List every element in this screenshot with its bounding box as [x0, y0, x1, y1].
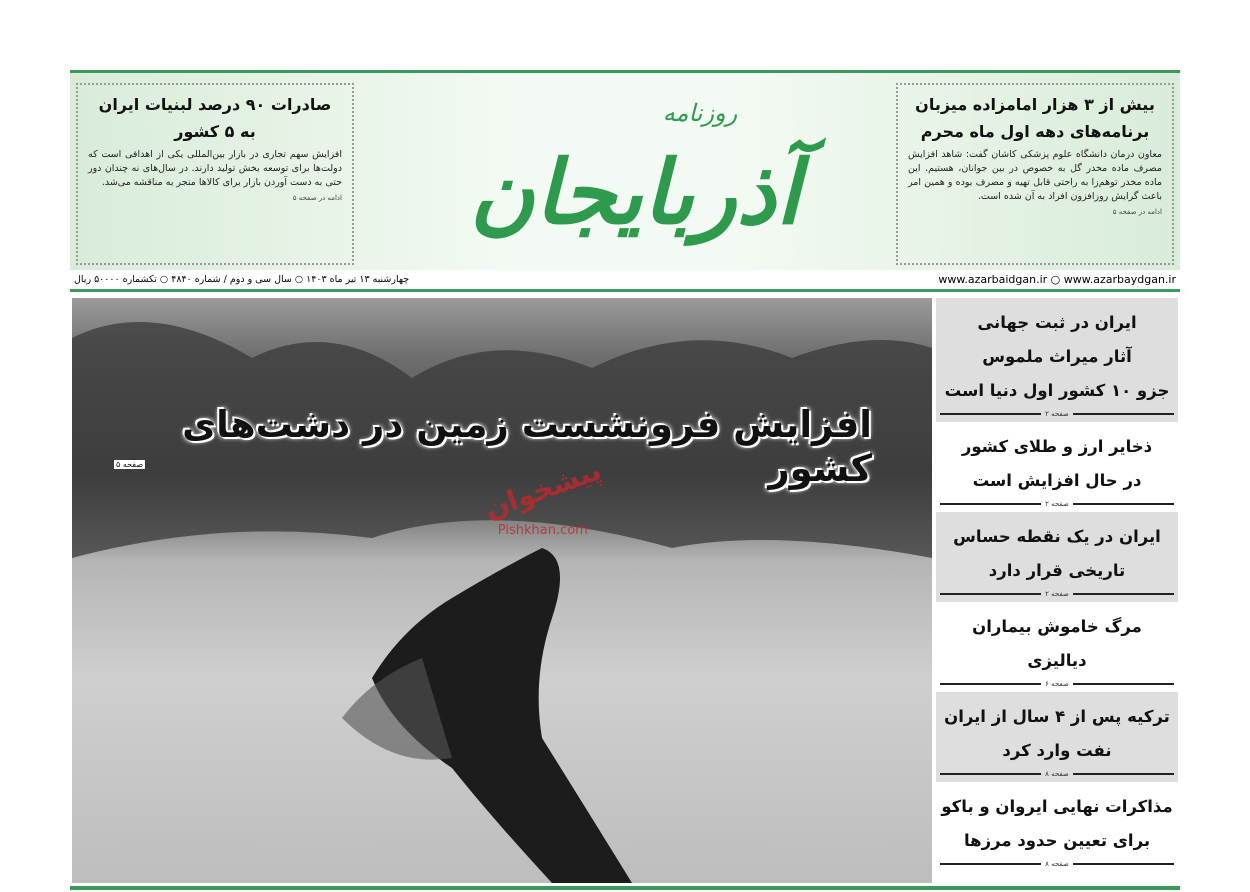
page-ref-divider [940, 678, 1174, 690]
story-headline-line: برای تعیین حدود مرزها [963, 831, 1151, 850]
story-headline-line: ایران در یک نقطه حساس [953, 527, 1161, 546]
website-links[interactable]: www.azarbaidgan.ir ○ www.azarbaydgan.ir [938, 273, 1176, 286]
page-ref: صفحه ۲ [1045, 410, 1069, 418]
story-headline-line: نفت وارد کرد [1002, 741, 1112, 760]
page-ref: صفحه ۲ [1045, 500, 1069, 508]
divider-line [940, 413, 1041, 415]
teaser-box-left[interactable] [76, 83, 354, 265]
teaser-body: افزایش سهم تجاری در بازار بین‌المللی یکی از اهدافی است که دولت‌ها برای توسعه بخش تولید دارند. در سال‌های نه چندان دور حتی به دست آوردن بازار برای کالاها منجر به مناقشه می‌شد. [88, 149, 342, 188]
page-ref: صفحه ۸ [1045, 770, 1069, 778]
page-ref: صفحه ۶ [1045, 680, 1069, 688]
divider-line [940, 773, 1041, 775]
story-headline-line: ذخایر ارز و طلای کشور [961, 437, 1153, 456]
teaser-box-right[interactable] [896, 83, 1174, 265]
teaser-body: معاون درمان دانشگاه علوم پزشکی کاشان گفت: شاهد افزایش مصرف ماده مخدر گل به خصوص در بین جوانان، هستیم. این ماده مخدر توهم‌زا به راحتی قابل تهیه و مصرف بوده و همین امر باعث گرایش روزافزون افراد به آن شده است. [908, 149, 1162, 202]
divider-line [1073, 413, 1174, 415]
story-headline-line: مرگ خاموش بیماران دیالیزی [972, 617, 1142, 670]
watermark [479, 453, 606, 538]
story-headline-line: آثار میراث ملموس [982, 347, 1132, 366]
page-ref: صفحه ۸ [1045, 860, 1069, 868]
divider-line [940, 503, 1041, 505]
bottom-rule [70, 886, 1180, 890]
watermark-en: Pishkhan.com [497, 523, 588, 538]
main-headline[interactable]: افزایش فرونشست زمین در دشت‌های کشور [182, 403, 872, 490]
page-ref-divider [940, 768, 1174, 780]
teaser-title: بیش از ۳ هزار امامزاده میزبان [915, 95, 1155, 114]
page-ref-divider [940, 408, 1174, 420]
logo-sub-text: روزنامه [662, 99, 738, 127]
story-headline-line: تاریخی قرار دارد [988, 561, 1126, 580]
continued-note: ادامه در صفحه ۵ [292, 194, 342, 202]
sidebar-story[interactable] [936, 298, 1178, 422]
story-headline-line: در حال افزایش است [972, 471, 1142, 490]
newspaper-logo [410, 73, 860, 273]
page-ref-divider [940, 588, 1174, 600]
headline-page-ref: صفحه ۵ [116, 460, 144, 469]
page-ref-divider [940, 498, 1174, 510]
sidebar-story[interactable] [936, 692, 1178, 782]
divider-line [1073, 863, 1174, 865]
issue-info: چهارشنبه ۱۳ تیر ماه ۱۴۰۳ ○ سال سی و دوم / شماره ۴۸۴۰ ○ تکشماره ۵۰۰۰۰ ریال [74, 274, 410, 285]
divider-line [940, 593, 1041, 595]
story-headline-line: ترکیه پس از ۴ سال از ایران [944, 707, 1170, 726]
divider-line [940, 683, 1041, 685]
sidebar-story[interactable] [936, 782, 1178, 872]
divider-line [1073, 593, 1174, 595]
masthead [70, 70, 1180, 270]
teaser-title: صادرات ۹۰ درصد لبنیات ایران [98, 95, 332, 114]
dateline [70, 270, 1180, 292]
sidebar-headlines [936, 298, 1178, 872]
story-headline-line: جزو ۱۰ کشور اول دنیا است [944, 381, 1170, 400]
continued-note: ادامه در صفحه ۵ [1112, 208, 1162, 216]
watermark-fa: پیشخوان [479, 453, 606, 526]
sidebar-story[interactable] [936, 422, 1178, 512]
sidebar-story[interactable] [936, 512, 1178, 602]
sidebar-story[interactable] [936, 602, 1178, 692]
page-ref-divider [940, 858, 1174, 870]
main-photo[interactable] [72, 298, 932, 883]
divider-line [1073, 683, 1174, 685]
page-ref: صفحه ۲ [1045, 590, 1069, 598]
teaser-title: برنامه‌های دهه اول ماه محرم [920, 122, 1150, 141]
story-headline-line: مذاکرات نهایی ایروان و باکو [941, 797, 1173, 816]
teaser-title: به ۵ کشور [174, 122, 256, 141]
logo-main-text: آذربایجان [469, 140, 801, 244]
divider-line [940, 863, 1041, 865]
story-headline-line: ایران در ثبت جهانی [977, 313, 1137, 332]
divider-line [1073, 503, 1174, 505]
divider-line [1073, 773, 1174, 775]
ground-crack-illustration [72, 298, 932, 883]
